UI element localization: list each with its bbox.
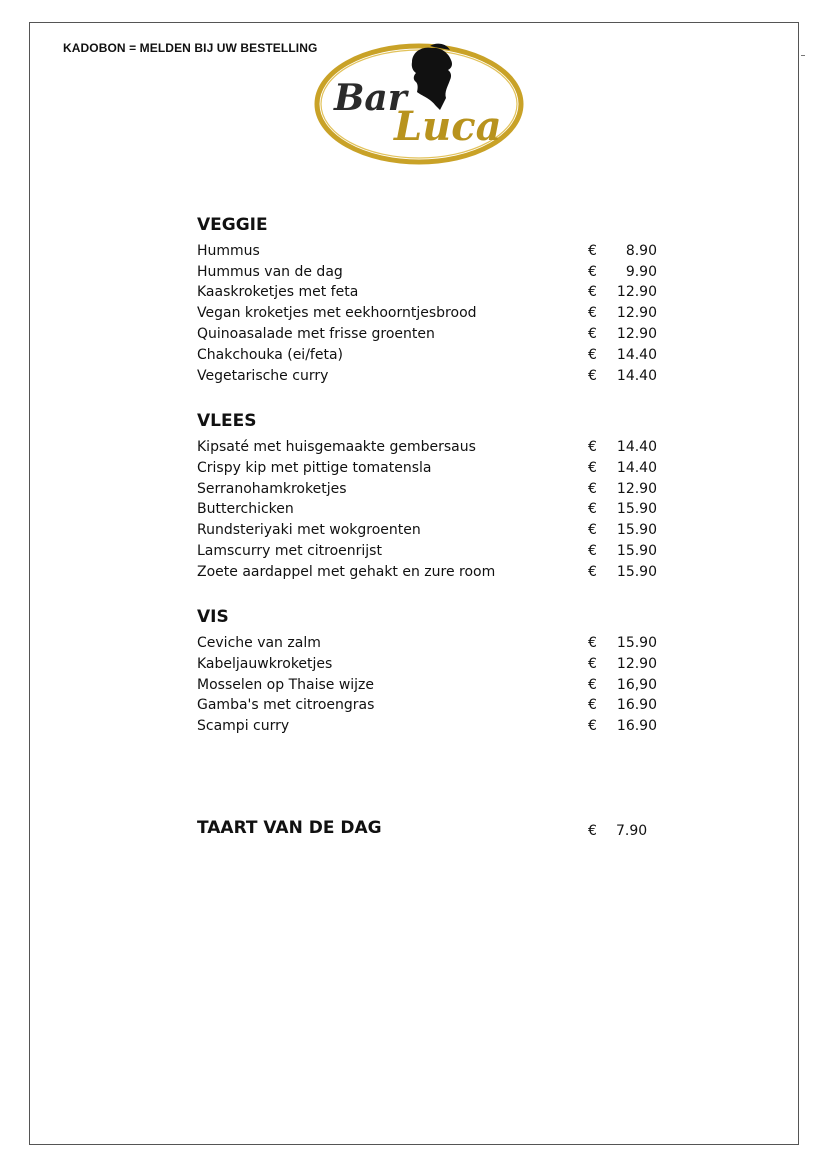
menu-item	[197, 262, 657, 282]
menu-item	[197, 562, 657, 582]
logo-graphic	[312, 40, 526, 166]
item-price: 12.90	[616, 326, 657, 342]
menu-item	[197, 366, 657, 386]
item-price: 15.90	[616, 501, 657, 517]
item-name: Kabeljauwkroketjes	[197, 656, 333, 672]
item-name: Scampi curry	[197, 718, 290, 734]
item-currency: €	[588, 564, 597, 580]
menu-item	[197, 437, 657, 457]
dessert-title: TAART VAN DE DAG	[197, 818, 382, 838]
item-name: Mosselen op Thaise wijze	[197, 677, 375, 693]
item-currency: €	[588, 543, 597, 559]
dessert-currency: €	[588, 823, 597, 839]
menu-item	[197, 499, 657, 519]
item-price: 14.40	[616, 460, 657, 476]
item-name: Gamba's met citroengras	[197, 697, 375, 713]
item-currency: €	[588, 243, 597, 259]
menu-item	[197, 324, 657, 344]
item-currency: €	[588, 656, 597, 672]
menu-item	[197, 520, 657, 540]
item-currency: €	[588, 326, 597, 342]
menu-item	[197, 282, 657, 302]
item-name: Serranohamkroketjes	[197, 481, 347, 497]
menu-item	[197, 241, 657, 261]
item-currency: €	[588, 347, 597, 363]
item-currency: €	[588, 697, 597, 713]
item-price: 15.90	[616, 564, 657, 580]
dessert-price: 7.90	[616, 823, 648, 839]
item-name: Lamscurry met citroenrijst	[197, 543, 382, 559]
item-price: 12.90	[616, 656, 657, 672]
item-currency: €	[588, 677, 597, 693]
item-currency: €	[588, 284, 597, 300]
item-name: Vegan kroketjes met eekhoorntjesbrood	[197, 305, 477, 321]
item-currency: €	[588, 305, 597, 321]
section-title-vis: VIS	[197, 607, 229, 627]
item-currency: €	[588, 481, 597, 497]
item-price: 15.90	[616, 543, 657, 559]
item-name: Butterchicken	[197, 501, 294, 517]
menu-item	[197, 479, 657, 499]
item-price: 12.90	[616, 305, 657, 321]
menu-item	[197, 541, 657, 561]
item-name: Vegetarische curry	[197, 368, 329, 384]
item-price: 16.90	[616, 718, 657, 734]
item-currency: €	[588, 460, 597, 476]
item-name: Kaaskroketjes met feta	[197, 284, 359, 300]
item-price: 8.90	[625, 243, 657, 259]
item-price: 15.90	[616, 635, 657, 651]
item-price: 14.40	[616, 368, 657, 384]
item-name: Chakchouka (ei/feta)	[197, 347, 343, 363]
bar-luca-logo	[312, 40, 526, 166]
item-currency: €	[588, 501, 597, 517]
page-border	[29, 22, 799, 1145]
item-price: 14.40	[616, 439, 657, 455]
item-name: Quinoasalade met frisse groenten	[197, 326, 435, 342]
item-name: Crispy kip met pittige tomatensla	[197, 460, 432, 476]
item-name: Hummus	[197, 243, 260, 259]
item-currency: €	[588, 522, 597, 538]
item-currency: €	[588, 635, 597, 651]
item-price: 15.90	[616, 522, 657, 538]
item-price: 16.90	[616, 697, 657, 713]
item-name: Kipsaté met huisgemaakte gembersaus	[197, 439, 476, 455]
logo-text-bar: Bar	[334, 77, 407, 119]
gift-voucher-note: KADOBON = MELDEN BIJ UW BESTELLING	[63, 41, 318, 55]
item-price: 16,90	[616, 677, 657, 693]
menu-item	[197, 675, 657, 695]
item-currency: €	[588, 718, 597, 734]
menu-item	[197, 345, 657, 365]
woman-silhouette-icon	[412, 44, 452, 110]
logo-text-luca: Luca	[394, 103, 502, 150]
item-currency: €	[588, 368, 597, 384]
item-currency: €	[588, 264, 597, 280]
item-name: Rundsteriyaki met wokgroenten	[197, 522, 421, 538]
item-price: 12.90	[616, 481, 657, 497]
item-price: 12.90	[616, 284, 657, 300]
item-currency: €	[588, 439, 597, 455]
menu-item	[197, 633, 657, 653]
menu-item	[197, 303, 657, 323]
menu-item	[197, 654, 657, 674]
menu-item	[197, 716, 657, 736]
item-name: Zoete aardappel met gehakt en zure room	[197, 564, 496, 580]
edge-mark	[801, 55, 805, 56]
item-name: Ceviche van zalm	[197, 635, 321, 651]
menu-item	[197, 458, 657, 478]
menu-item	[197, 695, 657, 715]
section-title-veggie: VEGGIE	[197, 215, 268, 235]
item-price: 14.40	[616, 347, 657, 363]
item-price: 9.90	[625, 264, 657, 280]
section-title-vlees: VLEES	[197, 411, 257, 431]
item-name: Hummus van de dag	[197, 264, 343, 280]
